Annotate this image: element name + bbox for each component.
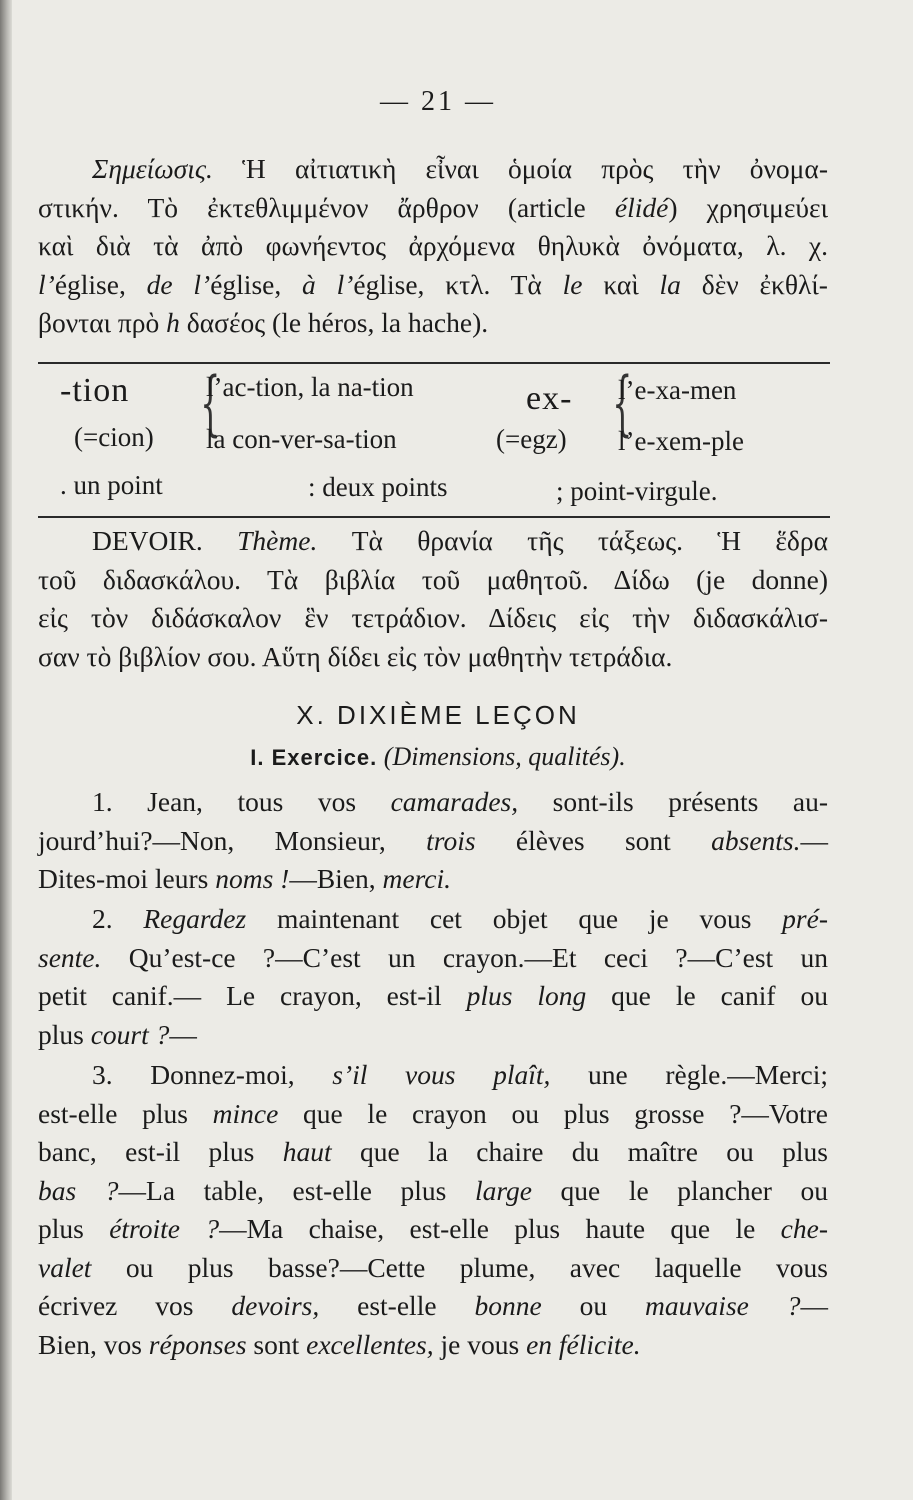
exercise-paragraph-2 xyxy=(38,900,828,1054)
text-segment: 1. Jean, tous vos xyxy=(92,786,391,817)
text-segment: ou xyxy=(541,1290,645,1321)
text-segment: h xyxy=(166,307,180,338)
punct-point-virgule: ; point-virgule. xyxy=(556,476,718,506)
text-line xyxy=(38,1210,828,1249)
text-segment: plus long xyxy=(466,980,587,1011)
text-line xyxy=(38,1133,828,1172)
text-segment: bonne xyxy=(474,1290,542,1321)
ex-label: ex- xyxy=(526,380,573,417)
text-segment: εἰς τὸν διδάσκαλον ἓν τετράδιον. Δίδεις εἰς τὴν διδασκάλισ- xyxy=(38,602,828,633)
text-segment: haut xyxy=(282,1136,332,1167)
text-segment: camarades, xyxy=(390,786,519,817)
text-segment: en félicite. xyxy=(526,1328,641,1360)
text-line xyxy=(38,977,828,1016)
text-segment: Dites-moi leurs xyxy=(38,863,216,894)
book-page xyxy=(38,0,838,1500)
text-segment: sont xyxy=(246,1328,307,1360)
text-segment: devoirs, xyxy=(231,1290,320,1321)
ex-sub: (=egz) xyxy=(496,424,567,454)
text-segment: banc, est-il plus xyxy=(38,1136,283,1167)
text-segment: δὲν ἐκθλί- xyxy=(680,268,828,300)
text-segment: merci. xyxy=(382,863,451,894)
text-segment: Thème. xyxy=(237,525,318,556)
text-line xyxy=(38,1287,828,1326)
text-line xyxy=(38,1172,828,1211)
text-segment: le xyxy=(562,268,583,300)
text-segment: DEVOIR. xyxy=(92,525,238,556)
table-bottom-rule xyxy=(38,516,830,518)
text-segment: Bien, vos xyxy=(38,1328,149,1360)
text-line xyxy=(38,150,828,189)
text-line xyxy=(38,1249,828,1288)
text-segment: Σημείωσις. xyxy=(92,153,213,184)
text-segment: 2. xyxy=(92,903,144,934)
text-segment: noms ! xyxy=(215,863,290,894)
text-segment: large xyxy=(474,1174,532,1206)
tion-sub: (=cion) xyxy=(74,422,154,452)
text-segment: trois xyxy=(426,824,476,856)
text-segment: la xyxy=(659,268,681,300)
text-line xyxy=(38,860,828,899)
book-binding-edge xyxy=(0,0,12,1500)
text-line xyxy=(38,783,828,822)
text-segment: je vous xyxy=(433,1328,527,1360)
page-number: — 21 — xyxy=(380,86,496,117)
tion-example-2: la con-ver-sa-tion xyxy=(206,424,397,454)
text-line xyxy=(38,227,828,266)
text-segment: maintenant cet objet que je vous xyxy=(246,903,783,934)
exercise-title: (Dimensions, qualités). xyxy=(383,742,626,771)
text-segment: 3. Donnez-moi, xyxy=(92,1059,333,1090)
ex-example-1: l’e-xa-men xyxy=(618,375,737,405)
text-segment: absents. xyxy=(711,824,801,856)
text-segment: σαν τὸ βιβλίον σου. Αὕτη δίδει εἰς τὸν μαθητὴν τετράδια. xyxy=(38,640,673,672)
text-segment: de l’ xyxy=(146,268,211,300)
text-segment: excellentes, xyxy=(306,1328,434,1360)
tion-label: -tion xyxy=(60,372,130,409)
text-segment: — xyxy=(800,1290,829,1321)
lesson-title: X. DIXIÈME LEÇON xyxy=(296,700,580,730)
text-line xyxy=(38,561,828,600)
tion-example-1: l’ac-tion, la na-tion xyxy=(206,372,414,402)
text-line xyxy=(38,1016,828,1055)
text-segment: τοῦ διδασκάλου. Τὰ βιβλία τοῦ μαθητοῦ. Δίδω (je donne) xyxy=(38,563,828,595)
text-segment: che- xyxy=(780,1213,828,1244)
exercise-heading xyxy=(38,742,838,772)
text-segment: δασέος (le héros, la hache). xyxy=(179,307,489,338)
text-segment: ) χρησιμεύει xyxy=(668,191,828,223)
text-segment: sente. xyxy=(38,941,102,973)
text-segment: écrivez vos xyxy=(38,1290,232,1321)
text-segment: église, κτλ. Τὰ xyxy=(353,268,563,300)
text-line xyxy=(38,638,828,677)
text-segment: pré- xyxy=(782,903,828,934)
text-line xyxy=(38,266,828,305)
text-segment: plus xyxy=(38,1213,110,1244)
text-segment: que la chaire du maître ou plus xyxy=(331,1136,828,1167)
text-segment: étroite ? xyxy=(109,1213,220,1244)
text-segment: καὶ xyxy=(582,268,660,300)
text-line xyxy=(38,304,828,343)
text-segment: réponses xyxy=(148,1328,247,1360)
text-segment: est-elle xyxy=(319,1290,475,1321)
text-segment: sont-ils présents au- xyxy=(518,786,828,817)
text-segment: βονται πρὸ xyxy=(38,307,167,338)
text-segment: — xyxy=(169,1018,197,1050)
text-segment: court ? xyxy=(90,1018,170,1050)
text-segment: bas ? xyxy=(38,1174,119,1206)
text-line xyxy=(38,1326,828,1365)
exercise-prefix: I. Exercice. xyxy=(250,745,378,770)
text-segment: Ἡ αἰτιατικὴ εἶναι ὁμοία πρὸς τὴν ὀνομα- xyxy=(212,153,828,184)
text-segment: que le plancher ou xyxy=(531,1174,829,1206)
text-segment: que le crayon ou plus grosse ?—Votre xyxy=(278,1097,828,1129)
text-segment: —La table, est-elle plus xyxy=(118,1174,475,1206)
ex-brace: { xyxy=(612,362,633,444)
text-line xyxy=(38,1056,828,1095)
text-line xyxy=(38,599,828,638)
text-segment: petit canif.— Le crayon, est-il xyxy=(38,980,467,1011)
text-segment: élidé xyxy=(614,191,669,223)
text-segment: une règle.—Merci; xyxy=(550,1059,828,1090)
table-top-rule xyxy=(38,362,830,364)
text-segment: —Ma chaise, est-elle plus haute que le xyxy=(219,1213,781,1244)
text-segment: mince xyxy=(212,1097,279,1129)
text-segment: — xyxy=(800,824,828,856)
text-segment: église, xyxy=(54,268,147,300)
punct-point: . un point xyxy=(60,470,163,500)
text-segment: plus xyxy=(38,1018,91,1050)
text-segment: l’ xyxy=(38,268,55,300)
text-segment: Qu’est-ce ?—C’est un crayon.—Et ceci ?—C’est un xyxy=(101,941,828,973)
text-line xyxy=(38,822,828,861)
text-segment: valet xyxy=(38,1251,92,1283)
text-segment: —Bien, xyxy=(289,863,383,894)
text-line xyxy=(38,939,828,978)
ex-example-2: l’e-xem-ple xyxy=(618,426,744,456)
text-segment: καὶ διὰ τὰ ἀπὸ φωνήεντος ἀρχόμενα θηλυκὰ ὀνόματα, λ. χ. xyxy=(38,230,828,261)
text-segment: église, xyxy=(210,268,303,300)
grammar-note xyxy=(38,150,828,343)
exercise-paragraph-1 xyxy=(38,783,828,899)
text-segment: que le canif ou xyxy=(586,980,828,1011)
text-segment: à l’ xyxy=(302,268,354,300)
text-segment: mauvaise ? xyxy=(644,1290,801,1321)
text-line xyxy=(38,900,828,939)
text-segment: Regardez xyxy=(143,903,247,934)
text-line xyxy=(38,1095,828,1134)
text-segment: στικήν. Τὸ ἐκτεθλιμμένον ἄρθρον (article xyxy=(38,191,615,223)
devoir-theme xyxy=(38,522,828,676)
tion-brace: { xyxy=(200,362,221,444)
text-segment: élèves sont xyxy=(475,824,712,856)
text-segment: est-elle plus xyxy=(38,1097,213,1129)
punct-deux-points: : deux points xyxy=(308,472,448,502)
text-segment: ou plus basse?—Cette plume, avec laquelle vous xyxy=(91,1251,828,1283)
text-segment: s’il vous plaît, xyxy=(332,1059,551,1090)
text-segment: Τὰ θρανία τῆς τάξεως. Ἡ ἕδρα xyxy=(317,525,828,556)
text-line xyxy=(38,189,828,228)
text-segment: jourd’hui?—Non, Monsieur, xyxy=(38,824,427,856)
text-line xyxy=(38,522,828,561)
exercise-paragraph-3 xyxy=(38,1056,828,1364)
